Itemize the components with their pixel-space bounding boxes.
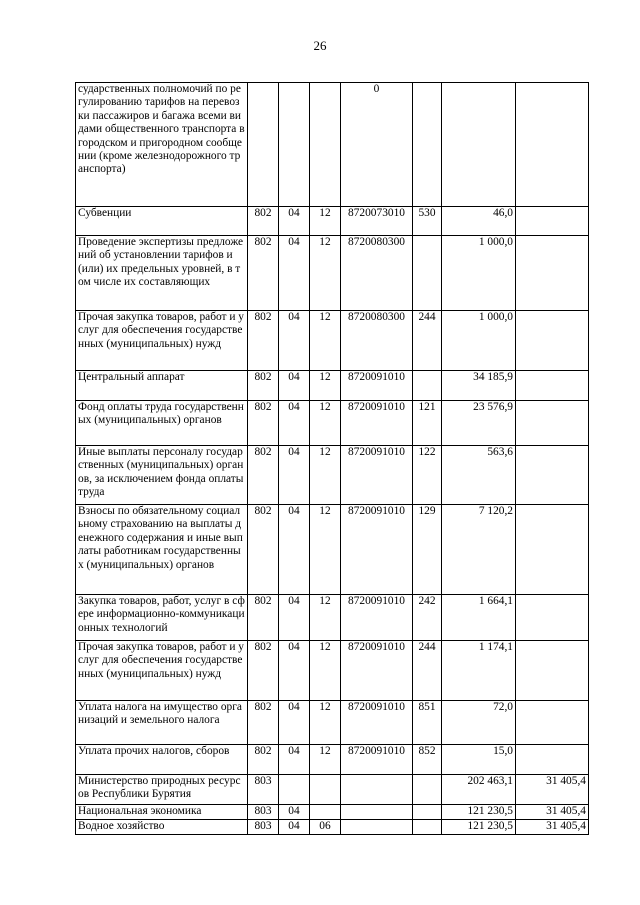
expense-type-cell	[413, 775, 442, 805]
expense-type-cell: 244	[413, 311, 442, 371]
row-name-cell: Прочая закупка товаров, работ и услуг для обеспечения государственных (муниципальных) нужд	[76, 311, 248, 371]
row-name-cell: Фонд оплаты труда государственных (муниципальных) органов	[76, 401, 248, 446]
amount-subvention-cell	[516, 701, 589, 745]
subsection-code-cell: 12	[310, 745, 341, 775]
target-article-cell	[341, 775, 413, 805]
section-code-cell: 04	[279, 595, 310, 641]
amount-cell: 15,0	[442, 745, 516, 775]
subsection-code-cell: 12	[310, 505, 341, 595]
ministry-code-cell: 802	[248, 401, 279, 446]
table-row	[76, 371, 589, 401]
section-code-cell: 04	[279, 641, 310, 701]
subsection-code-cell: 12	[310, 311, 341, 371]
amount-subvention-cell	[516, 83, 589, 207]
table-row	[76, 311, 589, 371]
amount-cell: 72,0	[442, 701, 516, 745]
section-code-cell: 04	[279, 701, 310, 745]
row-name-cell: Взносы по обязательному социальному страхованию на выплаты денежного содержания и иные выплаты работникам государственных (муниципальных) органов	[76, 505, 248, 595]
section-code-cell: 04	[279, 207, 310, 236]
amount-subvention-cell: 31 405,4	[516, 775, 589, 805]
ministry-code-cell: 802	[248, 745, 279, 775]
subsection-code-cell: 12	[310, 446, 341, 505]
amount-cell: 1 174,1	[442, 641, 516, 701]
ministry-code-cell: 802	[248, 311, 279, 371]
target-article-cell: 8720091010	[341, 701, 413, 745]
amount-subvention-cell	[516, 745, 589, 775]
section-code-cell: 04	[279, 446, 310, 505]
section-code-cell: 04	[279, 820, 310, 835]
ministry-code-cell: 803	[248, 820, 279, 835]
subsection-code-cell: 12	[310, 207, 341, 236]
subsection-code-cell	[310, 805, 341, 820]
row-name-cell: Министерство природных ресурсов Республики Бурятия	[76, 775, 248, 805]
row-name-cell: Иные выплаты персоналу государственных (муниципальных) органов, за исключением фонда оплаты труда	[76, 446, 248, 505]
section-code-cell: 04	[279, 371, 310, 401]
section-code-cell: 04	[279, 805, 310, 820]
amount-cell: 46,0	[442, 207, 516, 236]
target-article-cell: 8720091010	[341, 371, 413, 401]
subsection-code-cell: 06	[310, 820, 341, 835]
amount-subvention-cell: 31 405,4	[516, 805, 589, 820]
target-article-cell	[341, 805, 413, 820]
section-code-cell	[279, 775, 310, 805]
amount-subvention-cell	[516, 446, 589, 505]
amount-subvention-cell	[516, 236, 589, 311]
target-article-cell: 0	[341, 83, 413, 207]
table-row	[76, 505, 589, 595]
expense-type-cell	[413, 820, 442, 835]
target-article-cell: 8720091010	[341, 505, 413, 595]
expense-type-cell: 122	[413, 446, 442, 505]
expense-type-cell: 851	[413, 701, 442, 745]
table-row	[76, 207, 589, 236]
table-row	[76, 641, 589, 701]
expense-type-cell	[413, 83, 442, 207]
ministry-code-cell: 802	[248, 701, 279, 745]
expense-type-cell	[413, 371, 442, 401]
row-name-cell: Центральный аппарат	[76, 371, 248, 401]
ministry-code-cell: 802	[248, 595, 279, 641]
row-name-cell: сударственных полномочий по регулированию тарифов на перевозки пассажиров и багажа всеми видами общественного транспорта в городском и пригородном сообщении (кроме железнодорожного транспорта)	[76, 83, 248, 207]
table-row	[76, 595, 589, 641]
target-article-cell: 8720091010	[341, 745, 413, 775]
section-code-cell: 04	[279, 311, 310, 371]
row-name-cell: Проведение экспертизы предложений об установлении тарифов и (или) их предельных уровней, в том числе их составляющих	[76, 236, 248, 311]
expense-type-cell: 129	[413, 505, 442, 595]
expense-type-cell: 530	[413, 207, 442, 236]
ministry-code-cell: 802	[248, 371, 279, 401]
ministry-code-cell: 802	[248, 505, 279, 595]
ministry-code-cell: 802	[248, 207, 279, 236]
section-code-cell: 04	[279, 401, 310, 446]
expense-type-cell: 244	[413, 641, 442, 701]
target-article-cell	[341, 820, 413, 835]
target-article-cell: 8720091010	[341, 401, 413, 446]
expense-type-cell	[413, 236, 442, 311]
amount-subvention-cell	[516, 371, 589, 401]
row-name-cell: Водное хозяйство	[76, 820, 248, 835]
page-number: 26	[313, 38, 327, 53]
amount-cell: 121 230,5	[442, 820, 516, 835]
table-row	[76, 745, 589, 775]
row-name-cell: Субвенции	[76, 207, 248, 236]
section-code-cell: 04	[279, 505, 310, 595]
amount-cell: 202 463,1	[442, 775, 516, 805]
table-row	[76, 820, 589, 835]
subsection-code-cell: 12	[310, 401, 341, 446]
subsection-code-cell: 12	[310, 641, 341, 701]
expense-type-cell: 242	[413, 595, 442, 641]
amount-subvention-cell	[516, 595, 589, 641]
amount-subvention-cell: 31 405,4	[516, 820, 589, 835]
row-name-cell: Уплата налога на имущество организаций и земельного налога	[76, 701, 248, 745]
row-name-cell: Прочая закупка товаров, работ и услуг для обеспечения государственных (муниципальных) нужд	[76, 641, 248, 701]
amount-subvention-cell	[516, 207, 589, 236]
target-article-cell: 8720080300	[341, 236, 413, 311]
amount-subvention-cell	[516, 641, 589, 701]
table-row	[76, 446, 589, 505]
subsection-code-cell: 12	[310, 236, 341, 311]
table-row	[76, 775, 589, 805]
expense-type-cell: 121	[413, 401, 442, 446]
amount-cell: 1 000,0	[442, 311, 516, 371]
section-code-cell: 04	[279, 236, 310, 311]
amount-cell: 7 120,2	[442, 505, 516, 595]
amount-subvention-cell	[516, 311, 589, 371]
table-row	[76, 401, 589, 446]
budget-table	[75, 82, 589, 835]
table-row	[76, 701, 589, 745]
table-row	[76, 83, 589, 207]
target-article-cell: 8720073010	[341, 207, 413, 236]
ministry-code-cell: 803	[248, 775, 279, 805]
amount-cell: 1 664,1	[442, 595, 516, 641]
target-article-cell: 8720080300	[341, 311, 413, 371]
amount-cell: 23 576,9	[442, 401, 516, 446]
subsection-code-cell: 12	[310, 701, 341, 745]
row-name-cell: Уплата прочих налогов, сборов	[76, 745, 248, 775]
amount-cell: 1 000,0	[442, 236, 516, 311]
ministry-code-cell	[248, 83, 279, 207]
subsection-code-cell	[310, 83, 341, 207]
section-code-cell: 04	[279, 745, 310, 775]
ministry-code-cell: 802	[248, 446, 279, 505]
target-article-cell: 8720091010	[341, 641, 413, 701]
ministry-code-cell: 802	[248, 641, 279, 701]
target-article-cell: 8720091010	[341, 446, 413, 505]
amount-cell: 121 230,5	[442, 805, 516, 820]
row-name-cell: Национальная экономика	[76, 805, 248, 820]
row-name-cell: Закупка товаров, работ, услуг в сфере информационно-коммуникационных технологий	[76, 595, 248, 641]
amount-subvention-cell	[516, 401, 589, 446]
section-code-cell	[279, 83, 310, 207]
table-row	[76, 805, 589, 820]
subsection-code-cell	[310, 775, 341, 805]
subsection-code-cell: 12	[310, 595, 341, 641]
target-article-cell: 8720091010	[341, 595, 413, 641]
table-row	[76, 236, 589, 311]
expense-type-cell: 852	[413, 745, 442, 775]
amount-cell	[442, 83, 516, 207]
amount-cell: 34 185,9	[442, 371, 516, 401]
expense-type-cell	[413, 805, 442, 820]
subsection-code-cell: 12	[310, 371, 341, 401]
ministry-code-cell: 802	[248, 236, 279, 311]
amount-subvention-cell	[516, 505, 589, 595]
ministry-code-cell: 803	[248, 805, 279, 820]
amount-cell: 563,6	[442, 446, 516, 505]
